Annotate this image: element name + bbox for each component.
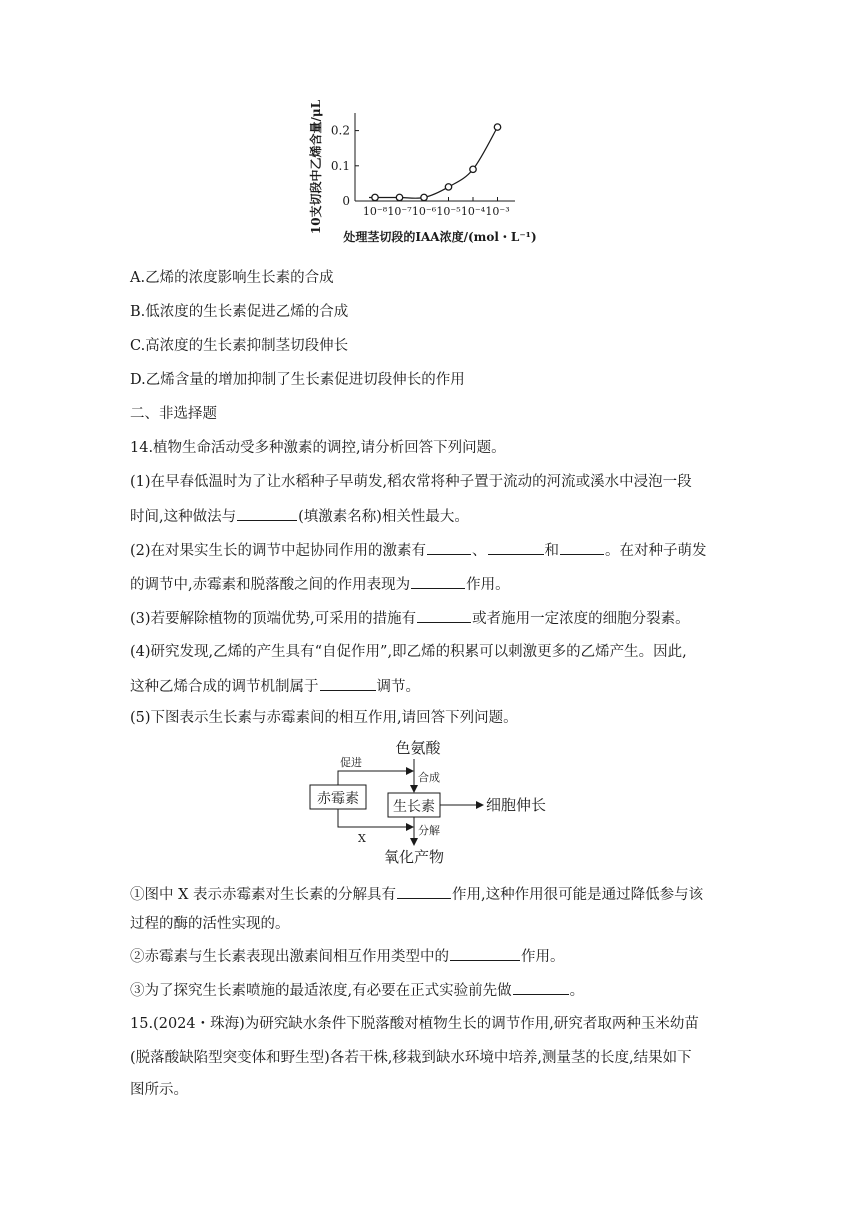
q14-p2-text-b: 、 <box>472 543 487 559</box>
q14-stem: 14.植物生命活动受多种激素的调控,请分析回答下列问题。 <box>130 440 506 456</box>
data-point <box>445 184 451 190</box>
y-axis-label: 10支切段中乙烯含量/μL <box>309 99 323 235</box>
q14-s1-text-b: 作用,这种作用很可能是通过降低参与该 <box>452 887 704 903</box>
q14-p3-text-b: 或者施用一定浓度的细胞分裂素。 <box>472 611 690 627</box>
x-tick-label: 10⁻⁸ <box>362 205 388 218</box>
q14-p2-text-e: 的调节中,赤霉素和脱落酸之间的作用表现为 <box>130 577 411 593</box>
q14-s1-line1 <box>130 884 703 905</box>
q14-p2-line2 <box>130 574 510 595</box>
section-title: 二、非选择题 <box>130 406 217 422</box>
promote-arrow <box>338 771 413 785</box>
q14-p4-text-a: 这种乙烯合成的调节机制属于 <box>130 679 319 695</box>
x-label: X <box>358 832 366 845</box>
data-point <box>372 194 378 200</box>
q14-p3-text-a: (3)若要解除植物的顶端优势,可采用的措施有 <box>130 611 417 627</box>
ethylene-iaa-chart <box>300 95 540 255</box>
option-c: C.高浓度的生长素抑制茎切段伸长 <box>130 338 349 354</box>
option-a: A.乙烯的浓度影响生长素的合成 <box>130 270 334 286</box>
auxin-label: 生长素 <box>393 799 435 815</box>
q14-p4-text-b: 调节。 <box>376 679 420 695</box>
answer-blank-5[interactable] <box>411 574 465 589</box>
data-point <box>494 124 500 130</box>
q14-s2-text-b: 作用。 <box>521 949 565 965</box>
x-tick-label: 10⁻⁵ <box>436 205 461 218</box>
q14-p1-text-b: (填激素名称)相关性最大。 <box>298 509 469 525</box>
q14-s3 <box>130 980 584 1001</box>
answer-blank-7[interactable] <box>320 676 376 691</box>
option-d: D.乙烯含量的增加抑制了生长素促进切段伸长的作用 <box>130 372 465 388</box>
q14-p2-text-c: 和 <box>544 543 560 559</box>
q14-p1-text-a: 时间,这种做法与 <box>130 509 237 525</box>
q14-s2-text-a: ②赤霉素与生长素表现出激素间相互作用类型中的 <box>130 949 449 965</box>
x-tick-label: 10⁻⁴ <box>460 205 486 218</box>
decompose-label: 分解 <box>418 824 440 837</box>
series-line <box>369 127 498 198</box>
answer-blank-2[interactable] <box>427 540 471 555</box>
q14-p4-line2 <box>130 676 420 697</box>
synthesis-label: 合成 <box>418 771 440 784</box>
gibberellin-label: 赤霉素 <box>317 791 359 807</box>
q14-p2-line1 <box>130 540 707 561</box>
answer-blank-8[interactable] <box>397 884 451 899</box>
q14-p2-text-a: (2)在对果实生长的调节中起协同作用的激素有 <box>130 543 427 559</box>
q14-s1-line2: 过程的酶的活性实现的。 <box>130 916 290 932</box>
promote-label: 促进 <box>340 756 362 769</box>
data-point <box>470 166 476 172</box>
q14-p1-line2 <box>130 506 469 527</box>
q15-line3: 图所示。 <box>130 1082 188 1098</box>
y-tick-label: 0.2 <box>330 123 350 138</box>
q14-s3-text-b: 。 <box>569 983 585 999</box>
answer-blank-6[interactable] <box>417 608 471 623</box>
q14-p1-line1: (1)在早春低温时为了让水稻种子早萌发,稻农常将种子置于流动的河流或溪水中浸泡一段 <box>130 474 692 490</box>
y-tick-label: 0 <box>342 194 350 208</box>
x-axis-label: 处理茎切段的IAA浓度/(mol・L⁻¹) <box>343 230 537 244</box>
tryptophan-label: 色氨酸 <box>395 739 441 757</box>
x-tick-label: 10⁻⁶ <box>411 205 437 218</box>
q14-p5: (5)下图表示生长素与赤霉素间的相互作用,请回答下列问题。 <box>130 710 518 726</box>
q14-s2 <box>130 946 565 967</box>
q14-s3-text-a: ③为了探究生长素喷施的最适浓度,有必要在正式实验前先做 <box>130 983 512 999</box>
q15-line1: 15.(2024・珠海)为研究缺水条件下脱落酸对植物生长的调节作用,研究者取两种玉米幼苗 <box>130 1016 699 1032</box>
data-point <box>396 194 402 200</box>
x-tick-label: 10⁻⁷ <box>387 205 412 218</box>
elongation-label: 细胞伸长 <box>486 796 547 814</box>
answer-blank-9[interactable] <box>450 946 520 961</box>
option-b: B.低浓度的生长素促进乙烯的合成 <box>130 304 349 320</box>
data-point <box>421 194 427 200</box>
q14-p3 <box>130 608 690 629</box>
oxidation-product-label: 氧化产物 <box>383 848 445 865</box>
answer-blank-10[interactable] <box>513 980 569 995</box>
hormone-interaction-diagram <box>300 735 580 865</box>
answer-blank-3[interactable] <box>488 540 544 555</box>
x-tick-label: 10⁻³ <box>485 205 510 218</box>
q14-p2-text-f: 作用。 <box>466 577 510 593</box>
answer-blank-1[interactable] <box>237 506 297 521</box>
q15-line2: (脱落酸缺陷型突变体和野生型)各若干株,移栽到缺水环境中培养,测量茎的长度,结果如下 <box>130 1050 692 1066</box>
q14-p4-line1: (4)研究发现,乙烯的产生具有“自促作用”,即乙烯的积累可以刺激更多的乙烯产生。因此, <box>130 644 687 660</box>
y-tick-label: 0.1 <box>330 158 350 173</box>
answer-blank-4[interactable] <box>560 540 604 555</box>
q14-s1-text-a: ①图中 X 表示赤霉素对生长素的分解具有 <box>130 887 397 903</box>
q14-p2-text-d: 。在对种子萌发 <box>605 543 707 559</box>
